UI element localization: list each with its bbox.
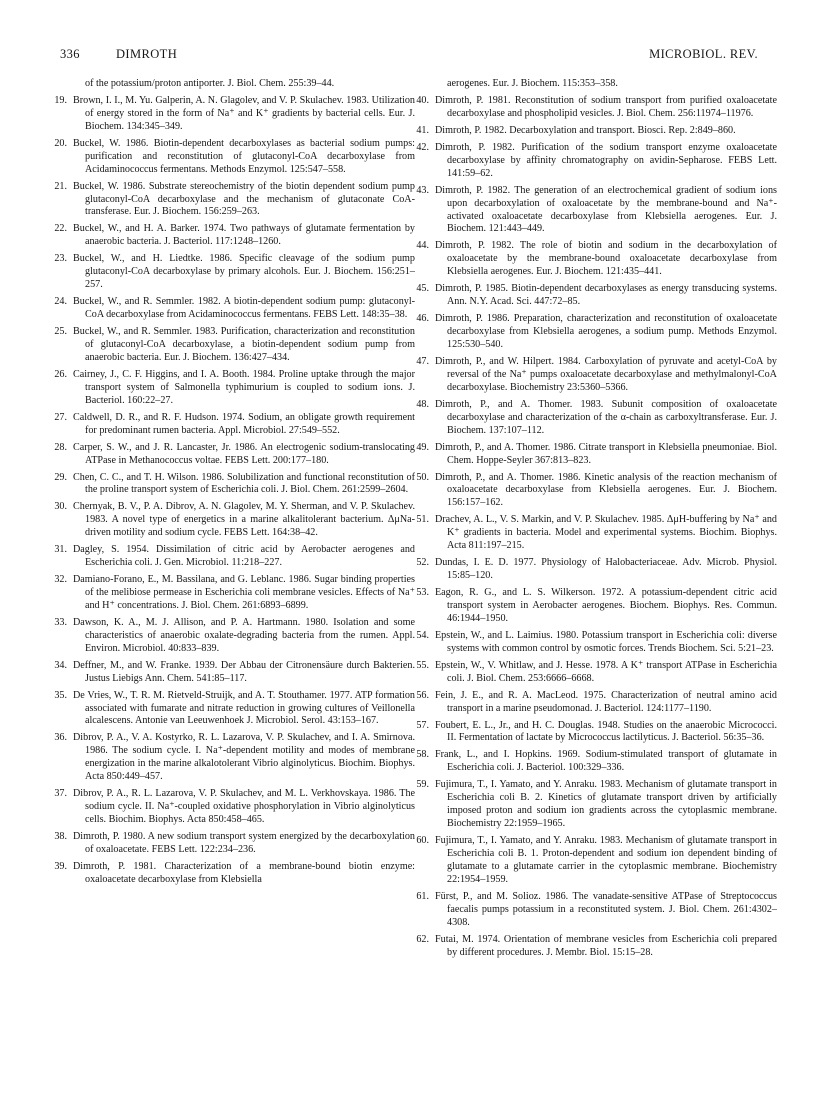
reference-text: Dimroth, P. 1982. The generation of an electrochemical gradient of sodium ions upon decarboxylation of oxaloacetate by the membrane-bound and Na⁺-activated oxaloacetate decarboxylase from Klebsiella aerogenes. Eur. J. Biochem. 121:443–449. <box>435 184 777 235</box>
reference-entry <box>416 659 777 686</box>
reference-entry <box>54 326 415 365</box>
reference-entry <box>416 124 777 138</box>
reference-entry <box>416 95 777 121</box>
reference-number: 37. <box>54 788 67 800</box>
reference-text: Dagley, S. 1954. Dissimilation of citric acid by Aerobacter aerogenes and Escherichia coli. J. Gen. Microbiol. 11:218–227. <box>73 544 415 569</box>
reference-entry <box>416 835 777 887</box>
reference-entry <box>416 587 777 626</box>
running-header <box>60 47 758 65</box>
reference-text: Fujimura, T., I. Yamato, and Y. Anraku. 1983. Mechanism of glutamate transport in Escherichia coli B. 1. Proton-dependent and sodium ion dependent binding of glutamate to a glutamate carrier in the cytoplasmic membrane. Biochemistry 22:1954–1959. <box>435 835 777 885</box>
reference-entry <box>416 240 777 279</box>
reference-number: 35. <box>54 689 67 701</box>
reference-number: 45. <box>416 283 429 295</box>
reference-entry <box>54 616 415 656</box>
reference-number: 38. <box>54 831 67 842</box>
reference-number: 41. <box>416 124 429 136</box>
reference-entry <box>416 779 777 831</box>
reference-entry <box>416 719 777 746</box>
reference-number: 33. <box>54 616 67 628</box>
reference-number: 36. <box>54 732 67 744</box>
reference-number: 20. <box>54 137 67 149</box>
reference-text: Dimroth, P., and W. Hilpert. 1984. Carboxylation of pyruvate and acetyl-CoA by reversal of the Na⁺ pumps oxaloacetate decarboxylase and methylmalonyl-CoA decarboxylase. Biochemistry 23:5360–5366. <box>435 355 777 393</box>
reference-text: Buckel, W., and R. Semmler. 1983. Purification, characterization and reconstitution of glutaconyl-CoA decarboxylase, a biotin-dependent sodium pump from anaerobic bacteria. Eur. J. Biochem. 136:427–434. <box>73 326 415 363</box>
reference-text: Dundas, I. E. D. 1977. Physiology of Halobacteriaceae. Adv. Microb. Physiol. 15:85–120. <box>435 557 777 582</box>
reference-entry <box>416 689 777 716</box>
reference-number: 31. <box>54 544 67 556</box>
reference-text: Buckel, W., and R. Semmler. 1982. A biotin-dependent sodium pump: glutaconyl-CoA decarboxylase from Acidaminococcus fermentans. FEBS Lett. 148:35–38. <box>73 296 415 321</box>
reference-number: 28. <box>54 441 67 453</box>
reference-number: 22. <box>54 223 67 235</box>
reference-number: 51. <box>416 514 429 526</box>
reference-text: Dimroth, P. 1981. Reconstitution of sodium transport from purified oxaloacetate decarboxylase and phospholipid vesicles. J. Biol. Chem. 256:11974–11976. <box>435 95 777 119</box>
reference-entry <box>416 890 777 930</box>
reference-entry <box>54 441 415 468</box>
reference-text: Dimroth, P. 1986. Preparation, characterization and reconstitution of oxaloacetate decarboxylase from Klebsiella aerogenes, a sodium pump. Methods Enzymol. 125:530–540. <box>435 313 777 350</box>
page-number: 336 <box>60 47 80 61</box>
reference-number: 32. <box>54 574 67 586</box>
reference-number: 42. <box>416 141 429 153</box>
reference-number: 43. <box>416 184 429 196</box>
reference-entry <box>54 296 415 322</box>
reference-text: Carper, S. W., and J. R. Lancaster, Jr. 1986. An electrogenic sodium-translocating ATPase in Methanococcus voltae. FEBS Lett. 200:177–180. <box>73 441 415 466</box>
reference-number: 21. <box>54 180 67 192</box>
reference-text: Dimroth, P. 1982. The role of biotin and sodium in the decarboxylation of oxaloacetate by the membrane-bound oxaloacetate decarboxylase from Klebsiella aerogenes. Eur. J. Biochem. 121:435–441. <box>435 240 777 278</box>
reference-column-right <box>416 78 777 964</box>
reference-entry <box>416 313 777 352</box>
reference-entry <box>416 749 777 775</box>
reference-text: Dimroth, P. 1980. A new sodium transport system energized by the decarboxylation of oxaloacetate. FEBS Lett. 122:234–236. <box>73 831 415 855</box>
reference-entry <box>54 860 415 887</box>
reference-entry <box>54 223 415 249</box>
reference-number: 57. <box>416 719 429 731</box>
reference-text: Buckel, W., and H. A. Barker. 1974. Two pathways of glutamate fermentation by anaerobic bacteria. J. Bacteriol. 117:1248–1260. <box>73 223 415 248</box>
reference-entry <box>54 732 415 784</box>
reference-text: Epstein, W., V. Whitlaw, and J. Hesse. 1978. A K⁺ transport ATPase in Escherichia coli. J. Biol. Chem. 253:6666–6668. <box>435 659 777 684</box>
reference-number: 25. <box>54 326 67 338</box>
reference-entry <box>54 788 415 827</box>
reference-number: 26. <box>54 368 67 380</box>
reference-text: Frank, L., and I. Hopkins. 1969. Sodium-stimulated transport of glutamate in Escherichia coli. J. Bacteriol. 100:329–336. <box>435 749 777 774</box>
reference-entry <box>416 629 777 656</box>
reference-text: Futai, M. 1974. Orientation of membrane vesicles from Escherichia coli prepared by different procedures. J. Membr. Biol. 15:15–28. <box>435 933 777 958</box>
reference-entry <box>416 441 777 468</box>
reference-number: 53. <box>416 587 429 599</box>
reference-number: 54. <box>416 629 429 641</box>
reference-text: Buckel, W. 1986. Substrate stereochemistry of the biotin dependent sodium pump glutaconyl-CoA decarboxylase and the mechanism of glutaconate CoA-transferase. Eur. J. Biochem. 156:259–263. <box>73 180 415 218</box>
reference-entry <box>54 368 415 408</box>
reference-entry <box>416 355 777 395</box>
reference-entry <box>416 141 777 181</box>
reference-entry <box>54 659 415 686</box>
reference-text: Dimroth, P. 1982. Purification of the sodium transport enzyme oxaloacetate decarboxylase by affinity chromatography on avidin-Sepharose. FEBS Lett. 141:59–62. <box>435 141 777 179</box>
reference-number: 58. <box>416 749 429 761</box>
reference-column-left <box>54 78 415 891</box>
reference-continuation: aerogenes. Eur. J. Biochem. 115:353–358. <box>447 78 618 89</box>
reference-text: Deffner, M., and W. Franke. 1939. Der Abbau der Citronensäure durch Bakterien. Justus Liebigs Ann. Chem. 541:85–117. <box>73 659 415 684</box>
reference-number: 56. <box>416 689 429 701</box>
reference-entry <box>416 933 777 960</box>
reference-entry <box>54 253 415 292</box>
reference-text: Dimroth, P. 1981. Characterization of a membrane-bound biotin enzyme: oxaloacetate decarboxylase from Klebsiella <box>73 860 415 885</box>
reference-text: Cairney, J., C. F. Higgins, and I. A. Booth. 1984. Proline uptake through the major transport system of Salmonella typhimurium is coupled to sodium ions. J. Bacteriol. 160:22–27. <box>73 368 415 406</box>
reference-number: 49. <box>416 441 429 453</box>
reference-text: Dimroth, P., and A. Thomer. 1983. Subunit composition of oxaloacetate decarboxylase and characterization of the α-chain as carboxyltransferase. Eur. J. Biochem. 137:107–112. <box>435 398 777 436</box>
reference-number: 61. <box>416 890 429 902</box>
reference-entry <box>54 544 415 570</box>
reference-text: Dibrov, P. A., V. A. Kostyrko, R. L. Lazarova, V. P. Skulachev, and I. A. Smirnova. 1986. The sodium cycle. I. Na⁺-dependent motility and modes of membrane energization in the marine alkalotolerant Vibrio alginolyticus. Biochim. Biophys. Acta 850:449–457. <box>73 732 415 783</box>
reference-entry <box>54 689 415 729</box>
reference-number: 47. <box>416 355 429 367</box>
reference-entry <box>416 557 777 583</box>
reference-text: Drachev, A. L., V. S. Markin, and V. P. Skulachev. 1985. ΔμH-buffering by Na⁺ and K⁺ gradients in bacteria. Model and experimental systems. Biochim. Biophys. Acta 811:197–215. <box>435 514 777 552</box>
reference-entry <box>54 137 415 177</box>
reference-continuation: of the potassium/proton antiporter. J. Biol. Chem. 255:39–44. <box>85 78 335 89</box>
reference-number: 24. <box>54 296 67 308</box>
reference-number: 46. <box>416 313 429 325</box>
reference-number: 48. <box>416 398 429 410</box>
reference-number: 40. <box>416 95 429 106</box>
reference-entry <box>416 514 777 553</box>
reference-number: 23. <box>54 253 67 265</box>
reference-text: Dimroth, P. 1985. Biotin-dependent decarboxylases as energy transducing systems. Ann. N.Y. Acad. Sci. 447:72–85. <box>435 283 777 308</box>
reference-text: Caldwell, D. R., and R. F. Hudson. 1974. Sodium, an obligate growth requirement for predominant rumen bacteria. Appl. Microbiol. 27:549–552. <box>73 411 415 436</box>
reference-text: Buckel, W., and H. Liedtke. 1986. Specific cleavage of the sodium pump glutaconyl-CoA decarboxylase by primary alcohols. Eur. J. Biochem. 156:251–257. <box>73 253 415 291</box>
reference-number: 59. <box>416 779 429 791</box>
reference-text: Fujimura, T., I. Yamato, and Y. Anraku. 1983. Mechanism of glutamate transport in Escherichia coli B. 2. Kinetics of glutamate transport driven by artificially imposed proton and sodium ion gradients across the cytoplasmic membrane. Biochemistry 22:1959–1965. <box>435 779 777 830</box>
reference-text: Dawson, K. A., M. J. Allison, and P. A. Hartmann. 1980. Isolation and some characteristics of anaerobic oxalate-degrading bacteria from the rumen. Appl. Environ. Microbiol. 40:833–839. <box>73 616 415 654</box>
reference-number: 39. <box>54 860 67 872</box>
reference-entry <box>54 831 415 857</box>
reference-number: 55. <box>416 659 429 671</box>
reference-text: Buckel, W. 1986. Biotin-dependent decarboxylases as bacterial sodium pumps: purification and reconstitution of glutaconyl-CoA decarboxylase from Acidaminococcus fermentans. Methods Enzymol. 125:547–558. <box>73 137 415 175</box>
reference-number: 27. <box>54 411 67 423</box>
reference-text: Epstein, W., and L. Laimius. 1980. Potassium transport in Escherichia coli: diverse systems with common control by osmotic forces. Trends Biochem. Sci. 5:21–23. <box>435 629 777 654</box>
reference-text: Foubert, E. L., Jr., and H. C. Douglas. 1948. Studies on the anaerobic Micrococci. II. Fermentation of lactate by Micrococcus lactilyticus. J. Bacteriol. 56:35–36. <box>435 719 777 744</box>
reference-text: Fein, J. E., and R. A. MacLeod. 1975. Characterization of neutral amino acid transport in a marine pseudomonad. J. Bacteriol. 124:1177–1190. <box>435 689 777 714</box>
reference-number: 44. <box>416 240 429 252</box>
reference-entry <box>416 184 777 237</box>
reference-number: 50. <box>416 471 429 483</box>
reference-text: Chen, C. C., and T. H. Wilson. 1986. Solubilization and functional reconstitution of the proline transport system of Escherichia coli. J. Biol. Chem. 261:2599–2604. <box>73 471 415 496</box>
reference-text: Brown, I. I., M. Yu. Galperin, A. N. Glagolev, and V. P. Skulachev. 1983. Utilization of energy stored in the form of Na⁺ and K⁺ gradients by bacterial cells. Eur. J. Biochem. 134:345–349. <box>73 95 415 132</box>
running-author: DIMROTH <box>116 47 178 61</box>
reference-number: 29. <box>54 471 67 483</box>
reference-entry <box>54 95 415 134</box>
reference-text: Fürst, P., and M. Solioz. 1986. The vanadate-sensitive ATPase of Streptococcus faecalis pumps potassium in a reconstituted system. J. Biol. Chem. 261:4302–4308. <box>435 890 777 928</box>
reference-number: 52. <box>416 557 429 569</box>
reference-text: Dimroth, P., and A. Thomer. 1986. Citrate transport in Klebsiella pneumoniae. Biol. Chem. Hoppe-Seyler 367:813–823. <box>435 441 777 466</box>
reference-entry <box>416 283 777 309</box>
reference-entry <box>54 501 415 540</box>
reference-text: Chernyak, B. V., P. A. Dibrov, A. N. Glagolev, M. Y. Sherman, and V. P. Skulachev. 1983. A novel type of energetics in a marine alkalitolerant bacterium. ΔμNa-driven motility and sodium cycle. FEBS Lett. 164:38–42. <box>73 501 415 539</box>
reference-number: 30. <box>54 501 67 513</box>
reference-entry <box>54 574 415 613</box>
reference-entry <box>416 471 777 511</box>
reference-entry <box>54 411 415 438</box>
reference-text: Damiano-Forano, E., M. Bassilana, and G. Leblanc. 1986. Sugar binding properties of the melibiose permease in Escherichia coli membrane vesicles. Effects of Na⁺ and H⁺ concentrations. J. Biol. Chem. 261:6893–6899. <box>73 574 415 611</box>
running-journal: MICROBIOL. REV. <box>649 47 758 61</box>
reference-text: Dimroth, P., and A. Thomer. 1986. Kinetic analysis of the reaction mechanism of oxaloacetate decarboxylase from Klebsiella aerogenes. Eur. J. Biochem. 156:157–162. <box>435 471 777 509</box>
reference-entry <box>54 471 415 498</box>
reference-text: Dimroth, P. 1982. Decarboxylation and transport. Biosci. Rep. 2:849–860. <box>435 124 736 136</box>
reference-text: De Vries, W., T. R. M. Rietveld-Struijk, and A. T. Stouthamer. 1977. ATP formation associated with fumarate and nitrate reduction in growing cultures of Veillonella alcalescens. Antonie van Leeuwenhoek J. Microbiol. Serol. 43:153–167. <box>73 689 415 727</box>
reference-number: 60. <box>416 835 429 847</box>
reference-text: Eagon, R. G., and L. S. Wilkerson. 1972. A potassium-dependent citric acid transport system in Aerobacter aerogenes. Biochem. Biophys. Res. Commun. 46:1944–1950. <box>435 587 777 624</box>
reference-entry <box>416 398 777 438</box>
reference-number: 34. <box>54 659 67 671</box>
reference-number: 19. <box>54 95 67 106</box>
reference-entry <box>54 180 415 220</box>
reference-number: 62. <box>416 933 429 945</box>
reference-text: Dibrov, P. A., R. L. Lazarova, V. P. Skulachev, and M. L. Verkhovskaya. 1986. The sodium cycle. II. Na⁺-coupled oxidative phosphorylation in Vibrio alginolyticus cells. Biochim. Biophys. Acta 850:458–465. <box>73 788 415 825</box>
